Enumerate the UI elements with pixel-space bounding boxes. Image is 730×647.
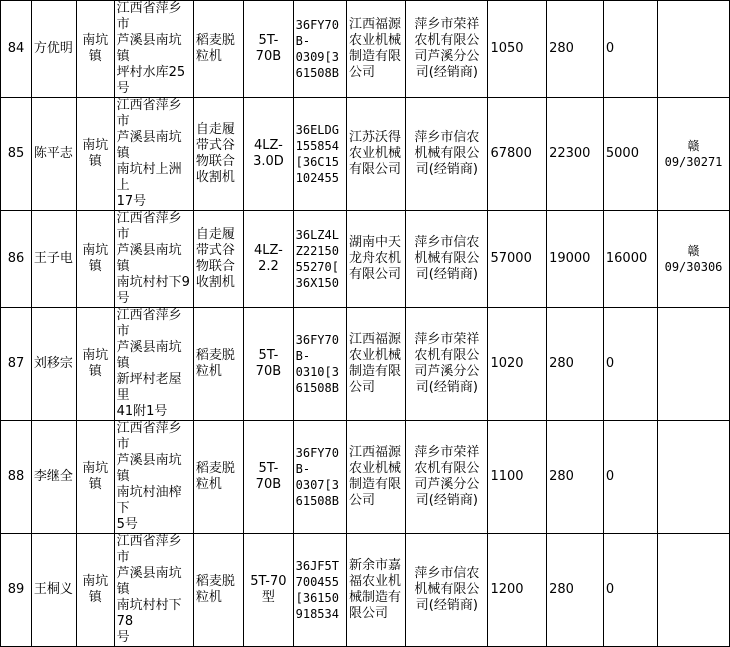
cell-dealer: 萍乡市荣祥 农机有限公 司芦溪分公 司(经销商): [406, 308, 488, 421]
cell-price: 67800: [488, 98, 547, 211]
cell-name: 王桐义: [31, 534, 76, 647]
cell-count: 0: [603, 1, 657, 98]
cell-plate: [657, 1, 729, 98]
cell-address: 江西省萍乡市 芦溪县南坑镇 南坑村上洲上 17号: [114, 98, 193, 211]
table-row: [1, 534, 730, 647]
cell-serial: 36LZ4L Z22150 55270[ 36X150: [293, 211, 346, 308]
cell-name: 李继全: [31, 421, 76, 534]
cell-plate: [657, 308, 729, 421]
cell-price: 1200: [488, 534, 547, 647]
cell-model: 5T- 70B: [244, 1, 293, 98]
cell-dealer: 萍乡市荣祥 农机有限公 司芦溪分公 司(经销商): [406, 421, 488, 534]
cell-model: 4LZ- 3.0D: [244, 98, 293, 211]
cell-model: 4LZ- 2.2: [244, 211, 293, 308]
cell-maker: 江西福源 农业机械 制造有限 公司: [347, 308, 406, 421]
cell-plate: [657, 534, 729, 647]
cell-maker: 江西福源 农业机械 制造有限 公司: [347, 1, 406, 98]
cell-subsidy: 280: [547, 534, 604, 647]
cell-product: 稻麦脱 粒机: [193, 308, 243, 421]
cell-subsidy: 280: [547, 308, 604, 421]
cell-product: 自走履 带式谷 物联合 收割机: [193, 211, 243, 308]
cell-dealer: 萍乡市信农 机械有限公 司(经销商): [406, 211, 488, 308]
cell-model: 5T- 70B: [244, 308, 293, 421]
cell-seq: 89: [1, 534, 32, 647]
cell-name: 陈平志: [31, 98, 76, 211]
cell-town: 南坑 镇: [76, 534, 114, 647]
cell-town: 南坑 镇: [76, 1, 114, 98]
cell-price: 1020: [488, 308, 547, 421]
cell-subsidy: 280: [547, 1, 604, 98]
cell-subsidy: 22300: [547, 98, 604, 211]
cell-maker: 江苏沃得 农业机械 有限公司: [347, 98, 406, 211]
cell-plate: [657, 421, 729, 534]
cell-town: 南坑 镇: [76, 421, 114, 534]
cell-serial: 36ELDG 155854 [36C15 102455: [293, 98, 346, 211]
cell-product: 稻麦脱 粒机: [193, 1, 243, 98]
cell-price: 1050: [488, 1, 547, 98]
cell-town: 南坑 镇: [76, 98, 114, 211]
cell-town: 南坑 镇: [76, 211, 114, 308]
cell-address: 江西省萍乡市 芦溪县南坑镇 新坪村老屋里 41附1号: [114, 308, 193, 421]
cell-count: 0: [603, 421, 657, 534]
cell-count: 0: [603, 534, 657, 647]
cell-maker: 湖南中天 龙舟农机 有限公司: [347, 211, 406, 308]
cell-product: 稻麦脱 粒机: [193, 421, 243, 534]
cell-address: 江西省萍乡市 芦溪县南坑镇 南坑村油榨下 5号: [114, 421, 193, 534]
cell-product: 自走履 带式谷 物联合 收割机: [193, 98, 243, 211]
cell-dealer: 萍乡市信农 机械有限公 司(经销商): [406, 98, 488, 211]
cell-seq: 87: [1, 308, 32, 421]
cell-seq: 86: [1, 211, 32, 308]
cell-seq: 85: [1, 98, 32, 211]
cell-serial: 36FY70 B- 0310[3 61508B: [293, 308, 346, 421]
cell-name: 方优明: [31, 1, 76, 98]
cell-plate: 赣 09/30271: [657, 98, 729, 211]
cell-subsidy: 19000: [547, 211, 604, 308]
cell-subsidy: 280: [547, 421, 604, 534]
cell-serial: 36FY70 B- 0309[3 61508B: [293, 1, 346, 98]
cell-serial: 36FY70 B- 0307[3 61508B: [293, 421, 346, 534]
table-row: [1, 1, 730, 98]
cell-maker: 新余市嘉 福农业机 械制造有 限公司: [347, 534, 406, 647]
table-row: [1, 421, 730, 534]
table-row: [1, 308, 730, 421]
cell-count: 0: [603, 308, 657, 421]
cell-dealer: 萍乡市信农 机械有限公 司(经销商): [406, 534, 488, 647]
cell-town: 南坑 镇: [76, 308, 114, 421]
cell-seq: 88: [1, 421, 32, 534]
cell-count: 16000: [603, 211, 657, 308]
cell-price: 57000: [488, 211, 547, 308]
cell-price: 1100: [488, 421, 547, 534]
cell-name: 王子电: [31, 211, 76, 308]
cell-seq: 84: [1, 1, 32, 98]
cell-model: 5T-70 型: [244, 534, 293, 647]
cell-count: 5000: [603, 98, 657, 211]
table-body: [1, 1, 730, 647]
cell-dealer: 萍乡市荣祥 农机有限公 司芦溪分公 司(经销商): [406, 1, 488, 98]
cell-address: 江西省萍乡市 芦溪县南坑镇 南坑村村下9 号: [114, 211, 193, 308]
cell-maker: 江西福源 农业机械 制造有限 公司: [347, 421, 406, 534]
cell-address: 江西省萍乡市 芦溪县南坑镇 坪村水库25号: [114, 1, 193, 98]
cell-name: 刘移宗: [31, 308, 76, 421]
table-row: [1, 211, 730, 308]
cell-plate: 赣 09/30306: [657, 211, 729, 308]
cell-serial: 36JF5T 700455 [36150 918534: [293, 534, 346, 647]
cell-product: 稻麦脱 粒机: [193, 534, 243, 647]
cell-address: 江西省萍乡市 芦溪县南坑镇 南坑村村下78 号: [114, 534, 193, 647]
cell-model: 5T- 70B: [244, 421, 293, 534]
table-row: [1, 98, 730, 211]
